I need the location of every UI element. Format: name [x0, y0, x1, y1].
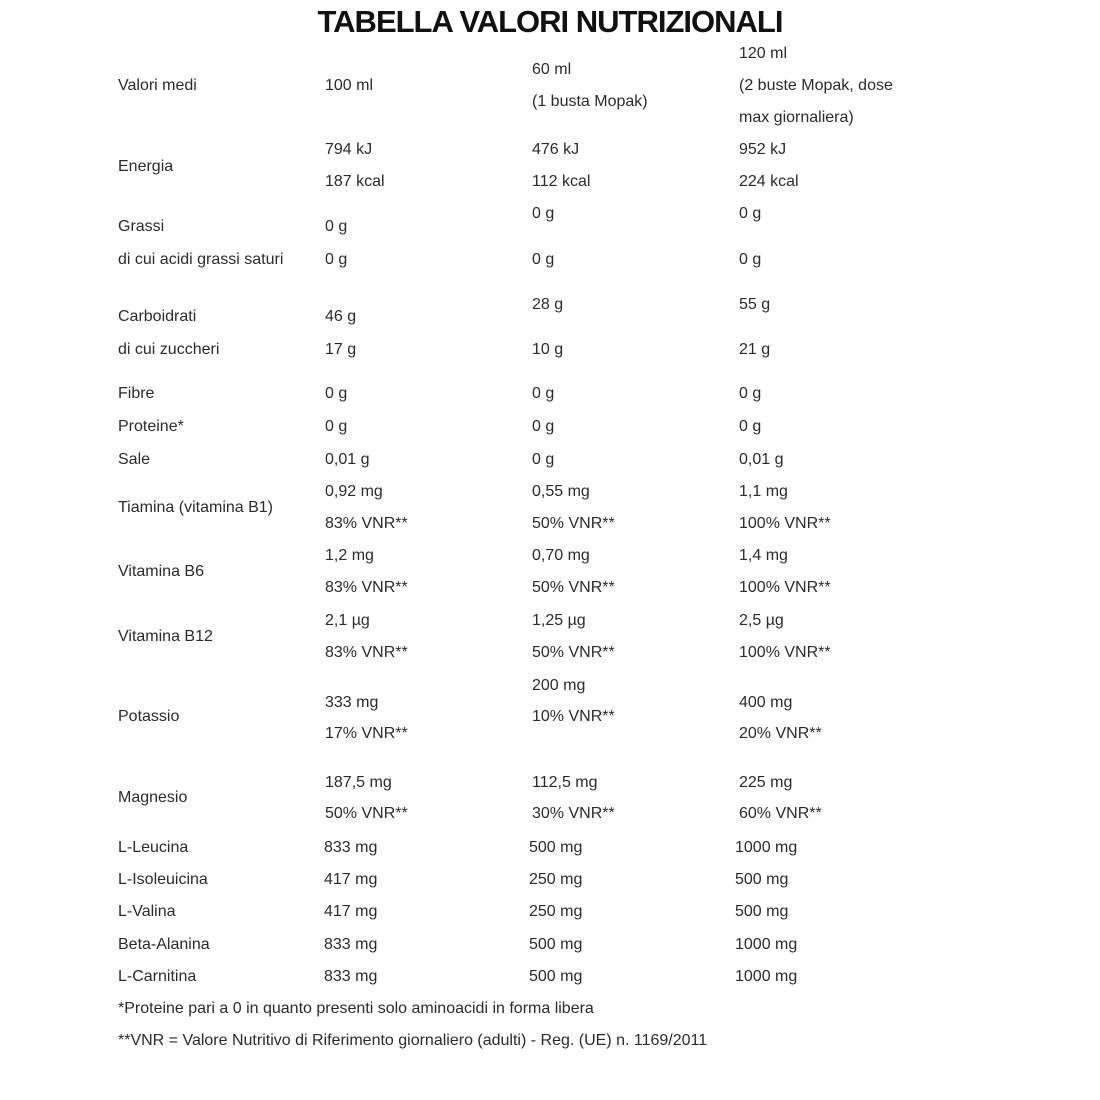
value-col2: 1,25 µg [532, 612, 586, 629]
row-label: Sale [118, 451, 151, 468]
header-label: Valori medi [118, 77, 197, 94]
row-label: L-Leucina [118, 839, 189, 856]
value-col3: 0 g [739, 385, 762, 402]
value-col1: 833 mg [324, 968, 378, 985]
value-col3: 400 mg [739, 694, 793, 711]
value-col1: 0 g [325, 418, 348, 435]
value-col1: 0 g [325, 385, 348, 402]
value-col1: 0,92 mg [325, 483, 383, 500]
value-col3: 1000 mg [735, 968, 798, 985]
row-label: di cui acidi grassi saturi [118, 251, 284, 268]
value-col3: 20% VNR** [739, 725, 822, 742]
value-col1: 46 g [325, 308, 357, 325]
header-col3-line1: 120 ml [739, 45, 788, 62]
value-col3: 0 g [739, 205, 762, 222]
value-col1: 333 mg [325, 694, 379, 711]
value-col2: 500 mg [529, 936, 583, 953]
row-label: Magnesio [118, 789, 188, 806]
value-col3: 0 g [739, 251, 762, 268]
value-col1: 17% VNR** [325, 725, 408, 742]
value-col2: 10 g [532, 341, 564, 358]
row-label: L-Carnitina [118, 968, 197, 985]
value-col1: 833 mg [324, 839, 378, 856]
value-col1: 17 g [325, 341, 357, 358]
row-label: Fibre [118, 385, 155, 402]
value-col2: 0 g [532, 451, 555, 468]
value-col3: 224 kcal [739, 173, 799, 190]
value-col3: 952 kJ [739, 141, 787, 158]
value-col2: 30% VNR** [532, 805, 615, 822]
value-col3: 100% VNR** [739, 515, 831, 532]
value-col1: 2,1 µg [325, 612, 370, 629]
header-col2-line2: (1 busta Mopak) [532, 93, 648, 110]
footnote-proteine: *Proteine pari a 0 in quanto presenti solo aminoacidi in forma libera [118, 1000, 594, 1017]
value-col3: 1,4 mg [739, 547, 788, 564]
row-label: Potassio [118, 708, 180, 725]
row-label: Tiamina (vitamina B1) [118, 499, 274, 516]
value-col2: 476 kJ [532, 141, 580, 158]
value-col2: 0,55 mg [532, 483, 590, 500]
value-col2: 50% VNR** [532, 644, 615, 661]
value-col1: 0,01 g [325, 451, 370, 468]
value-col3: 21 g [739, 341, 771, 358]
value-col2: 500 mg [529, 968, 583, 985]
header-col3-line2: (2 buste Mopak, dose [739, 77, 893, 94]
value-col1: 187 kcal [325, 173, 385, 190]
value-col2: 10% VNR** [532, 708, 615, 725]
value-col3: 225 mg [739, 774, 793, 791]
row-label: Beta-Alanina [118, 936, 210, 953]
value-col1: 417 mg [324, 903, 378, 920]
value-col2: 250 mg [529, 903, 583, 920]
row-label: Energia [118, 158, 174, 175]
value-col3: 60% VNR** [739, 805, 822, 822]
row-label: Proteine* [118, 418, 184, 435]
footnote-vnr: **VNR = Valore Nutritivo di Riferimento giornaliero (adulti) - Reg. (UE) n. 1169/2011 [118, 1032, 708, 1049]
value-col3: 0 g [739, 418, 762, 435]
row-label: Vitamina B6 [118, 563, 204, 580]
value-col2: 250 mg [529, 871, 583, 888]
value-col2: 0 g [532, 251, 555, 268]
value-col2: 200 mg [532, 677, 586, 694]
value-col3: 2,5 µg [739, 612, 784, 629]
value-col1: 83% VNR** [325, 644, 408, 661]
header-col1: 100 ml [325, 77, 374, 94]
value-col1: 794 kJ [325, 141, 373, 158]
value-col2: 0,70 mg [532, 547, 590, 564]
value-col2: 0 g [532, 418, 555, 435]
value-col1: 1,2 mg [325, 547, 374, 564]
value-col3: 1,1 mg [739, 483, 788, 500]
header-col3-line3: max giornaliera) [739, 109, 854, 126]
value-col3: 55 g [739, 296, 771, 313]
value-col3: 0,01 g [739, 451, 784, 468]
page-title: TABELLA VALORI NUTRIZIONALI [317, 4, 783, 39]
value-col2: 0 g [532, 385, 555, 402]
value-col3: 500 mg [735, 871, 789, 888]
value-col1: 417 mg [324, 871, 378, 888]
value-col2: 112,5 mg [532, 774, 598, 791]
value-col2: 28 g [532, 296, 564, 313]
row-label: di cui zuccheri [118, 341, 220, 358]
value-col3: 1000 mg [735, 936, 798, 953]
row-label: Carboidrati [118, 308, 197, 325]
value-col2: 0 g [532, 205, 555, 222]
value-col1: 187,5 mg [325, 774, 392, 791]
value-col3: 100% VNR** [739, 579, 831, 596]
value-col3: 1000 mg [735, 839, 798, 856]
value-col2: 112 kcal [532, 173, 591, 190]
value-col3: 500 mg [735, 903, 789, 920]
value-col3: 100% VNR** [739, 644, 831, 661]
row-label: Grassi [118, 218, 165, 235]
row-label: L-Isoleuicina [118, 871, 208, 888]
value-col1: 833 mg [324, 936, 378, 953]
value-col1: 83% VNR** [325, 515, 408, 532]
row-label: Vitamina B12 [118, 628, 213, 645]
value-col1: 50% VNR** [325, 805, 408, 822]
value-col2: 50% VNR** [532, 515, 615, 532]
value-col1: 0 g [325, 218, 348, 235]
value-col1: 0 g [325, 251, 348, 268]
value-col2: 50% VNR** [532, 579, 615, 596]
value-col1: 83% VNR** [325, 579, 408, 596]
row-label: L-Valina [118, 903, 176, 920]
value-col2: 500 mg [529, 839, 583, 856]
header-col2-line1: 60 ml [532, 61, 572, 78]
